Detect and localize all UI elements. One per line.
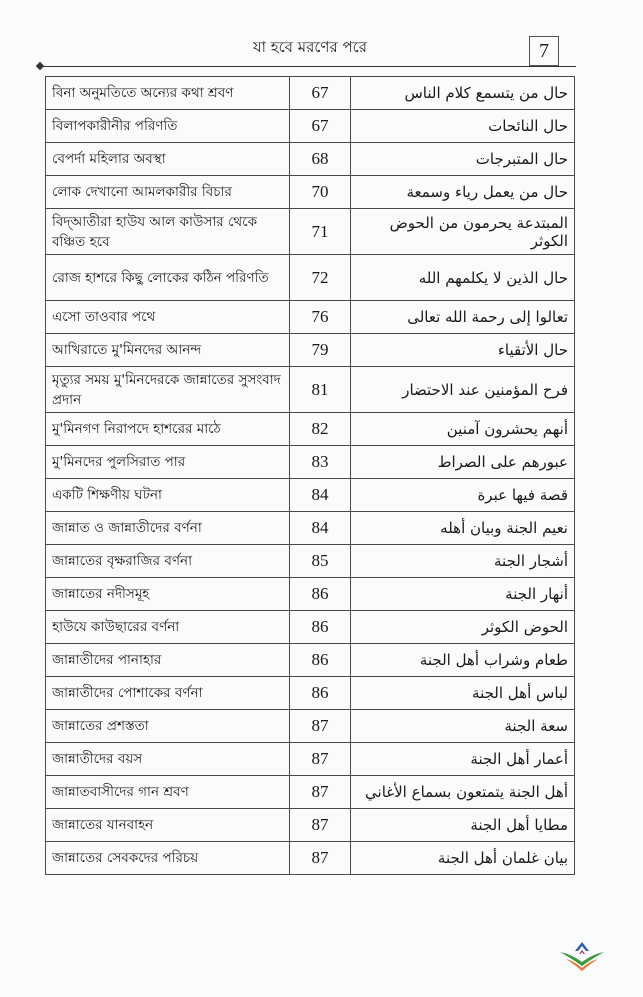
page-reference: 86 (290, 611, 351, 644)
bengali-title: জান্নাতের প্রশস্ততা (46, 710, 290, 743)
arabic-title: حال من يعمل رياء وسمعة (351, 176, 575, 209)
page-reference: 85 (290, 545, 351, 578)
page-reference: 84 (290, 512, 351, 545)
page-reference: 86 (290, 677, 351, 710)
bengali-title: বিলাপকারীনীর পরিণতি (46, 110, 290, 143)
arabic-title: أهل الجنة يتمتعون بسماع الأغاني (351, 776, 575, 809)
page-reference: 82 (290, 413, 351, 446)
arabic-title: سعة الجنة (351, 710, 575, 743)
page-reference: 87 (290, 776, 351, 809)
page-reference: 76 (290, 301, 351, 334)
page-reference: 86 (290, 578, 351, 611)
toc-row (46, 255, 575, 301)
toc-row (46, 479, 575, 512)
arabic-title: أنهم يحشرون آمنين (351, 413, 575, 446)
toc-row (46, 809, 575, 842)
arabic-title: قصة فيها عبرة (351, 479, 575, 512)
page-reference: 67 (290, 77, 351, 110)
bengali-title: এসো তাওবার পথে (46, 301, 290, 334)
arabic-title: مطايا أهل الجنة (351, 809, 575, 842)
bengali-title: জান্নাতবাসীদের গান শ্রবণ (46, 776, 290, 809)
logo-blue-chevron (575, 942, 589, 951)
arabic-title: حال الأتقياء (351, 334, 575, 367)
toc-row (46, 176, 575, 209)
arabic-title: لباس أهل الجنة (351, 677, 575, 710)
page-reference: 87 (290, 842, 351, 875)
bengali-title: জান্নাতের যানবাহন (46, 809, 290, 842)
arabic-title: أشجار الجنة (351, 545, 575, 578)
arabic-title: أنهار الجنة (351, 578, 575, 611)
page-reference: 86 (290, 644, 351, 677)
toc-row (46, 545, 575, 578)
bengali-title: বিনা অনুমতিতে অন্যের কথা শ্রবণ (46, 77, 290, 110)
arabic-title: فرح المؤمنين عند الاحتضار (351, 367, 575, 413)
toc-row (46, 710, 575, 743)
page-reference: 67 (290, 110, 351, 143)
toc-row (46, 77, 575, 110)
page-reference: 83 (290, 446, 351, 479)
running-header-title: যা হবে মরণের পরে (253, 38, 367, 56)
arabic-title: المبتدعة يحرمون من الحوض الكوثر (351, 209, 575, 255)
bengali-title: জান্নাতীদের বয়স (46, 743, 290, 776)
arabic-title: طعام وشراب أهل الجنة (351, 644, 575, 677)
toc-row (46, 446, 575, 479)
arabic-title: حال من يتسمع كلام الناس (351, 77, 575, 110)
page-reference: 87 (290, 809, 351, 842)
arabic-title: بيان غلمان أهل الجنة (351, 842, 575, 875)
page-number: 7 (529, 36, 559, 66)
bengali-title: মৃত্যুর সময় মু'মিনদেরকে জান্নাতের সুসংবাদ প্রদান (46, 367, 290, 413)
toc-body (46, 77, 575, 875)
page-reference: 68 (290, 143, 351, 176)
bengali-title: হাউযে কাউছারের বর্ণনা (46, 611, 290, 644)
open-book-logo-icon (557, 937, 607, 973)
toc-row (46, 301, 575, 334)
arabic-title: عبورهم على الصراط (351, 446, 575, 479)
bengali-title: জান্নাতের নদীসমূহ (46, 578, 290, 611)
arabic-title: نعيم الجنة وبيان أهله (351, 512, 575, 545)
bengali-title: জান্নাত ও জান্নাতীদের বর্ণনা (46, 512, 290, 545)
arabic-title: حال النائحات (351, 110, 575, 143)
toc-row (46, 512, 575, 545)
arabic-title: حال الذين لا يكلمهم الله (351, 255, 575, 301)
toc-row (46, 776, 575, 809)
page-reference: 81 (290, 367, 351, 413)
logo-magenta-chevron (579, 950, 585, 954)
bengali-title: লোক দেখানো আমলকারীর বিচার (46, 176, 290, 209)
bengali-title: রোজ হাশরে কিছু লোকের কঠিন পরিণতি (46, 255, 290, 301)
toc-row (46, 578, 575, 611)
table-of-contents (45, 76, 575, 875)
page-reference: 79 (290, 334, 351, 367)
toc-row (46, 110, 575, 143)
toc-row (46, 842, 575, 875)
bengali-title: বিদ্আতীরা হাউয আল কাউসার থেকে বঞ্চিত হবে (46, 209, 290, 255)
page-reference: 87 (290, 710, 351, 743)
bengali-title: বেপর্দা মহিলার অবস্থা (46, 143, 290, 176)
toc-row (46, 367, 575, 413)
bengali-title: জান্নাতের বৃক্ষরাজির বর্ণনা (46, 545, 290, 578)
arabic-title: تعالوا إلى رحمة الله تعالى (351, 301, 575, 334)
page-reference: 84 (290, 479, 351, 512)
toc-row (46, 334, 575, 367)
logo-green-wings (560, 952, 604, 966)
bengali-title: মু'মিনদের পুলসিরাত পার (46, 446, 290, 479)
page-reference: 72 (290, 255, 351, 301)
toc-row (46, 413, 575, 446)
toc-row (46, 611, 575, 644)
bengali-title: মু'মিনগণ নিরাপদে হাশরের মাঠে (46, 413, 290, 446)
arabic-title: حال المتبرجات (351, 143, 575, 176)
arabic-title: الحوض الكوثر (351, 611, 575, 644)
bengali-title: একটি শিক্ষণীয় ঘটনা (46, 479, 290, 512)
bengali-title: জান্নাতীদের পানাহার (46, 644, 290, 677)
page-reference: 71 (290, 209, 351, 255)
bengali-title: জান্নাতীদের পোশাকের বর্ণনা (46, 677, 290, 710)
toc-row (46, 677, 575, 710)
toc-row (46, 644, 575, 677)
toc-row (46, 143, 575, 176)
toc-row (46, 743, 575, 776)
bengali-title: আখিরাতে মু'মিনদের আনন্দ (46, 334, 290, 367)
toc-row (46, 209, 575, 255)
header-rule (40, 66, 576, 67)
page-reference: 70 (290, 176, 351, 209)
arabic-title: أعمار أهل الجنة (351, 743, 575, 776)
page-reference: 87 (290, 743, 351, 776)
bengali-title: জান্নাতের সেবকদের পরিচয় (46, 842, 290, 875)
